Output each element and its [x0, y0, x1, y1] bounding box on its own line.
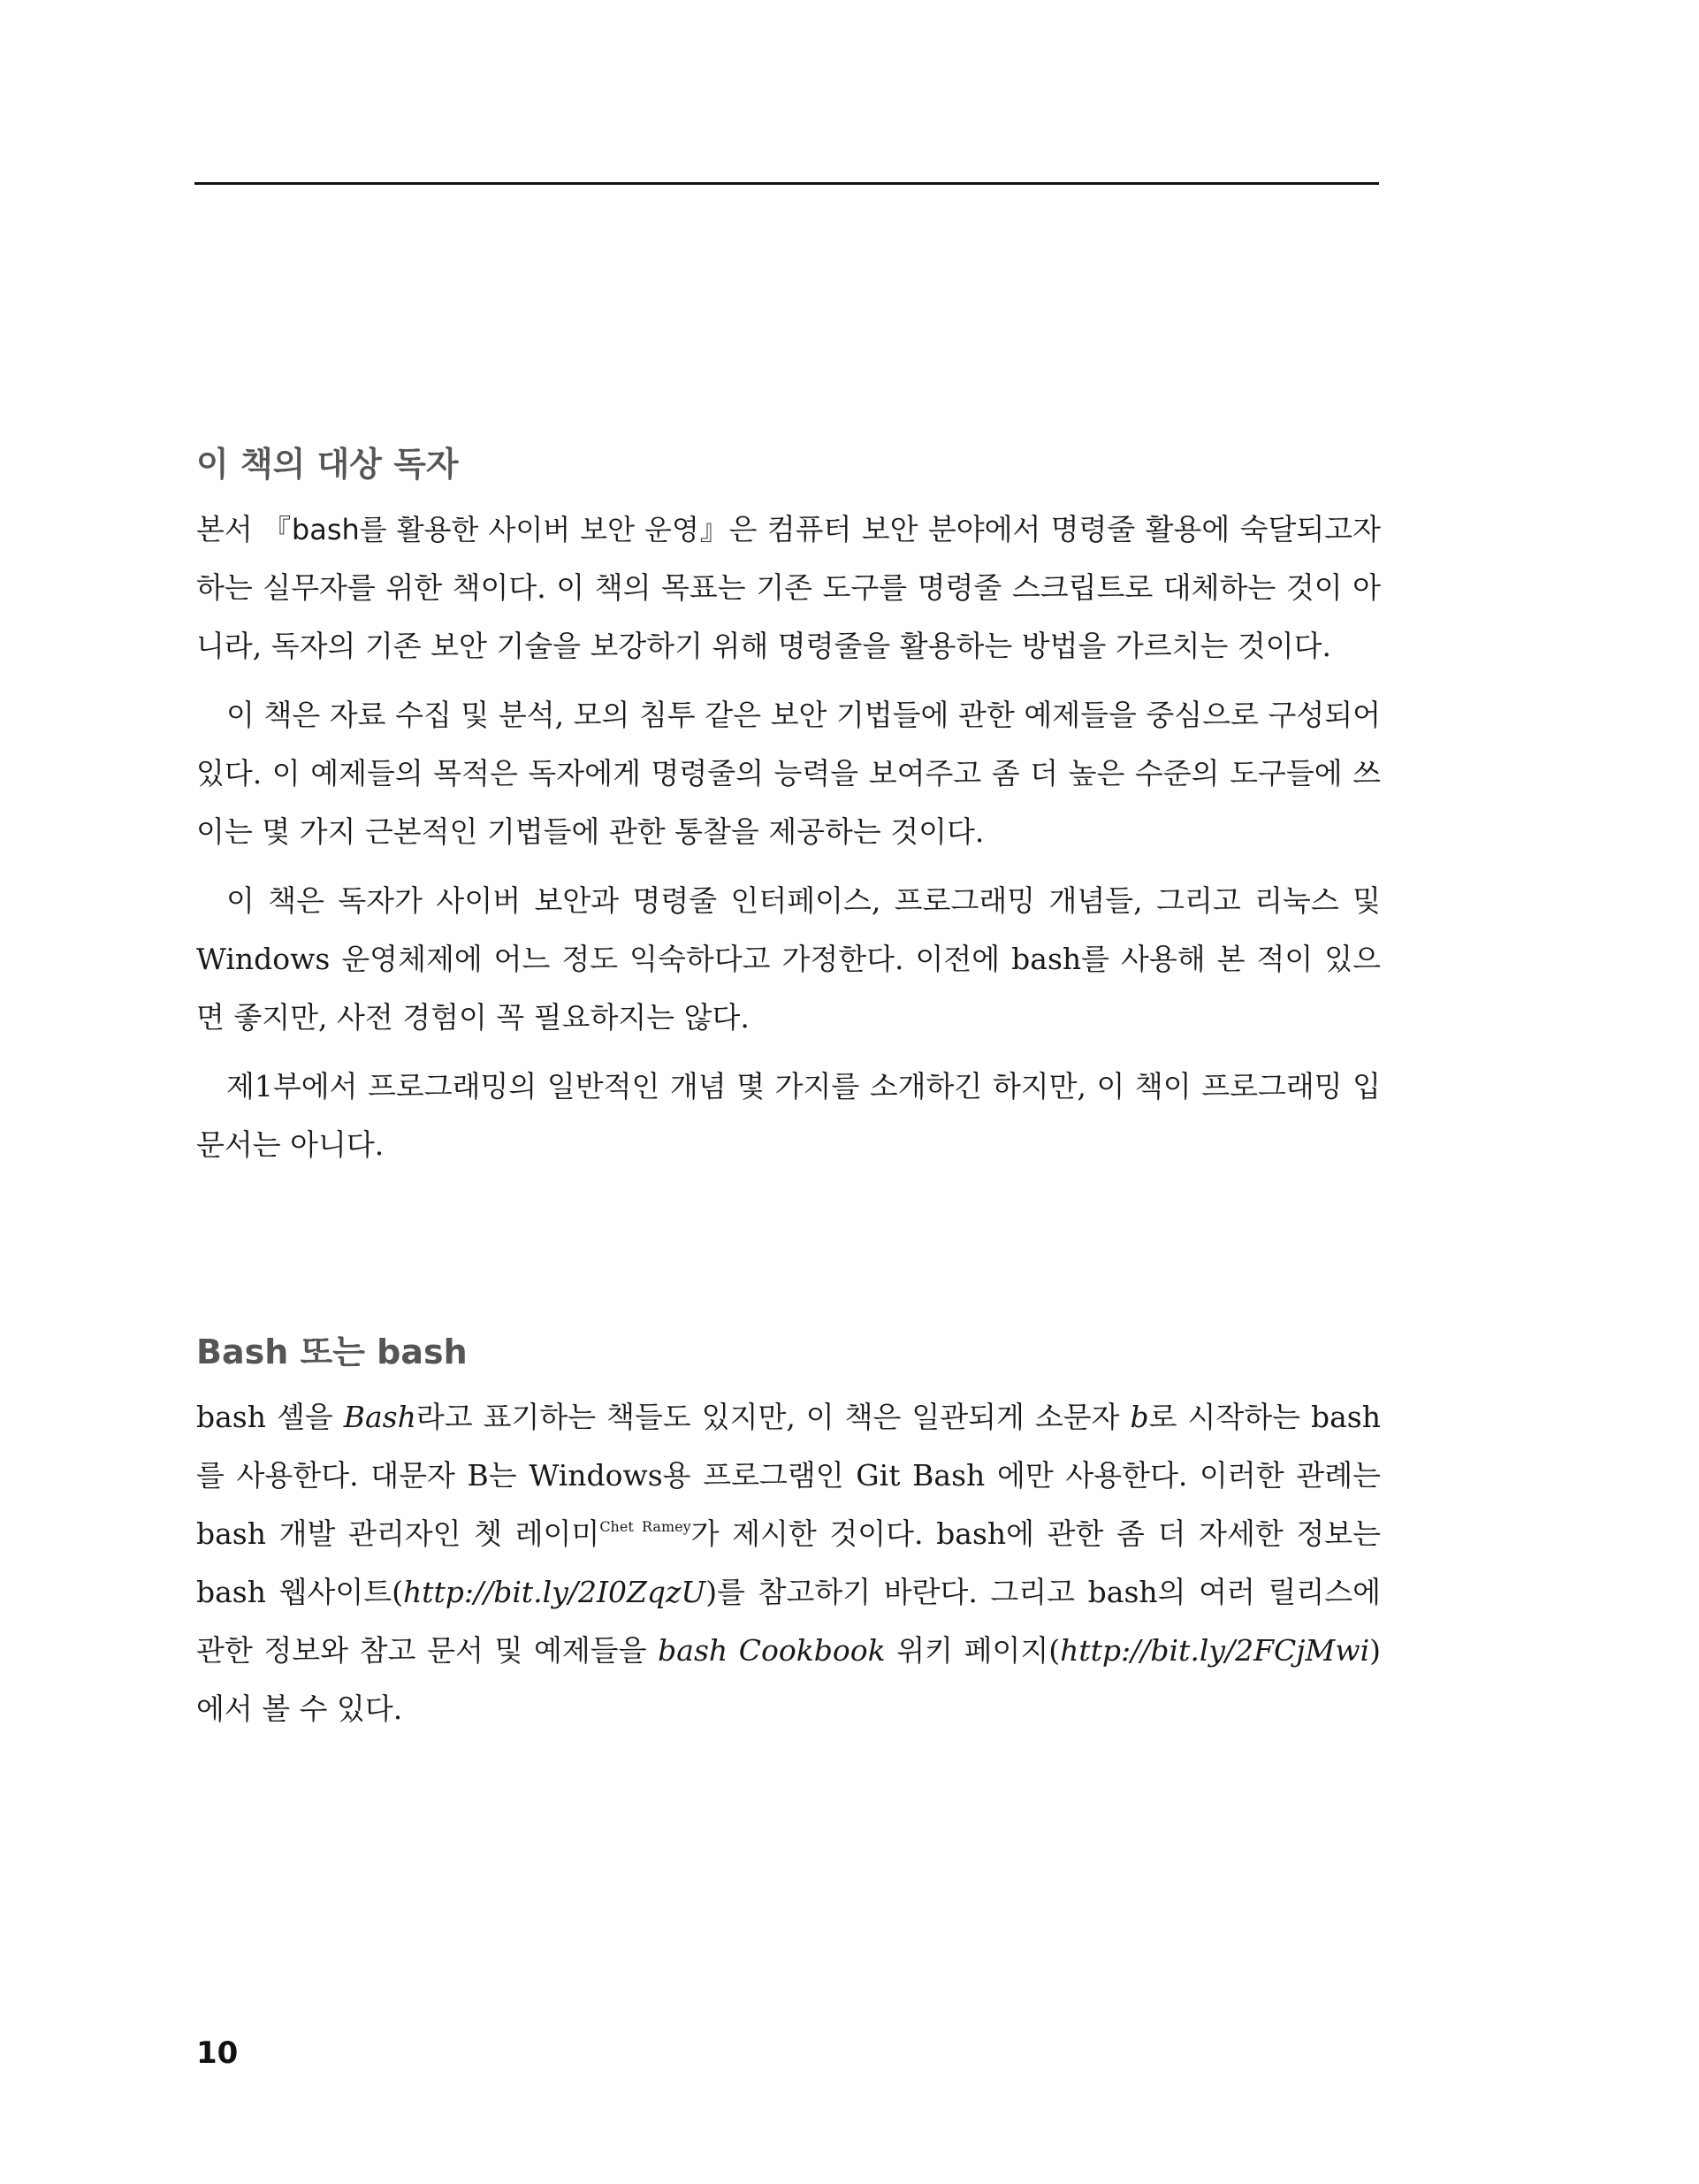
text-run: 로 시작하는 bash를 사용한다. 대문자 B는 Windows용 프로그램인 Git Bash 에만 사용한다. 이러한 관례는 bash 개발 관리자인 쳇 레이미 [196, 1400, 1381, 1551]
italic-term: Bash [343, 1400, 416, 1434]
page-number: 10 [196, 2035, 239, 2071]
paragraph-assumptions: 이 책은 독자가 사이버 보안과 명령줄 인터페이스, 프로그래밍 개념들, 그리고 리눅스 및 Windows 운영체제에 어느 정도 익숙하다고 가정한다. 이전에 bash를 사용해 본 적이 있으면 좋지만, 사전 경험이 꼭 필요하지는 않다. [196, 883, 1381, 1035]
text-run: 라고 표기하는 책들도 있지만, 이 책은 일관되게 소문자 [415, 1400, 1131, 1434]
bash-website-link[interactable]: http://bit.ly/2I0ZqzU [402, 1575, 706, 1609]
original-name-superscript: Chet Ramey [599, 1518, 691, 1535]
header-rule [194, 182, 1379, 185]
intro-lead: 본서 [196, 512, 263, 546]
wiki-link[interactable]: http://bit.ly/2FCjMwi [1060, 1633, 1370, 1668]
paragraph-intro [196, 500, 1381, 676]
text-run: 위키 페이지( [885, 1633, 1061, 1668]
italic-term: b [1130, 1400, 1149, 1434]
section-heading-bash: Bash 또는 bash [196, 1333, 468, 1371]
text-run: bash 셸을 [196, 1400, 344, 1434]
book-title-italic: bash Cookbook [658, 1633, 886, 1668]
section-body-bash [196, 1388, 1381, 1738]
section-body-target-readers [196, 500, 1381, 1174]
section-heading-target-readers: 이 책의 대상 독자 [196, 445, 459, 484]
text-run: 가 제시한 것이다. bash에 관한 좀 더 자세한 정보는 bash 웹사이트( [196, 1516, 1381, 1609]
paragraph-bash-naming [196, 1388, 1381, 1738]
paragraph-part1: 제1부에서 프로그래밍의 일반적인 개념 몇 가지를 소개하긴 하지만, 이 책이 프로그래밍 입문서는 아니다. [196, 1069, 1381, 1162]
book-title: 『bash를 활용한 사이버 보안 운영』 [263, 513, 729, 546]
text-run: )에서 볼 수 있다. [196, 1633, 1381, 1726]
text-run: )를 참고하기 바란다. 그리고 bash의 여러 릴리스에 관한 정보와 참고 문서 및 예제들을 [196, 1575, 1381, 1668]
intro-rest: 은 컴퓨터 보안 분야에서 명령줄 활용에 숙달되고자 하는 실무자를 위한 책이다. 이 책의 목표는 기존 도구를 명령줄 스크립트로 대체하는 것이 아니라, 독자의 기존 보안 기술을 보강하기 위해 명령줄을 활용하는 방법을 가르치는 것이다. [196, 512, 1381, 663]
paragraph-examples: 이 책은 자료 수집 및 분석, 모의 침투 같은 보안 기법들에 관한 예제들을 중심으로 구성되어 있다. 이 예제들의 목적은 독자에게 명령줄의 능력을 보여주고 좀 더 높은 수준의 도구들에 쓰이는 몇 가지 근본적인 기법들에 관한 통찰을 제공하는 것이다. [196, 698, 1381, 849]
